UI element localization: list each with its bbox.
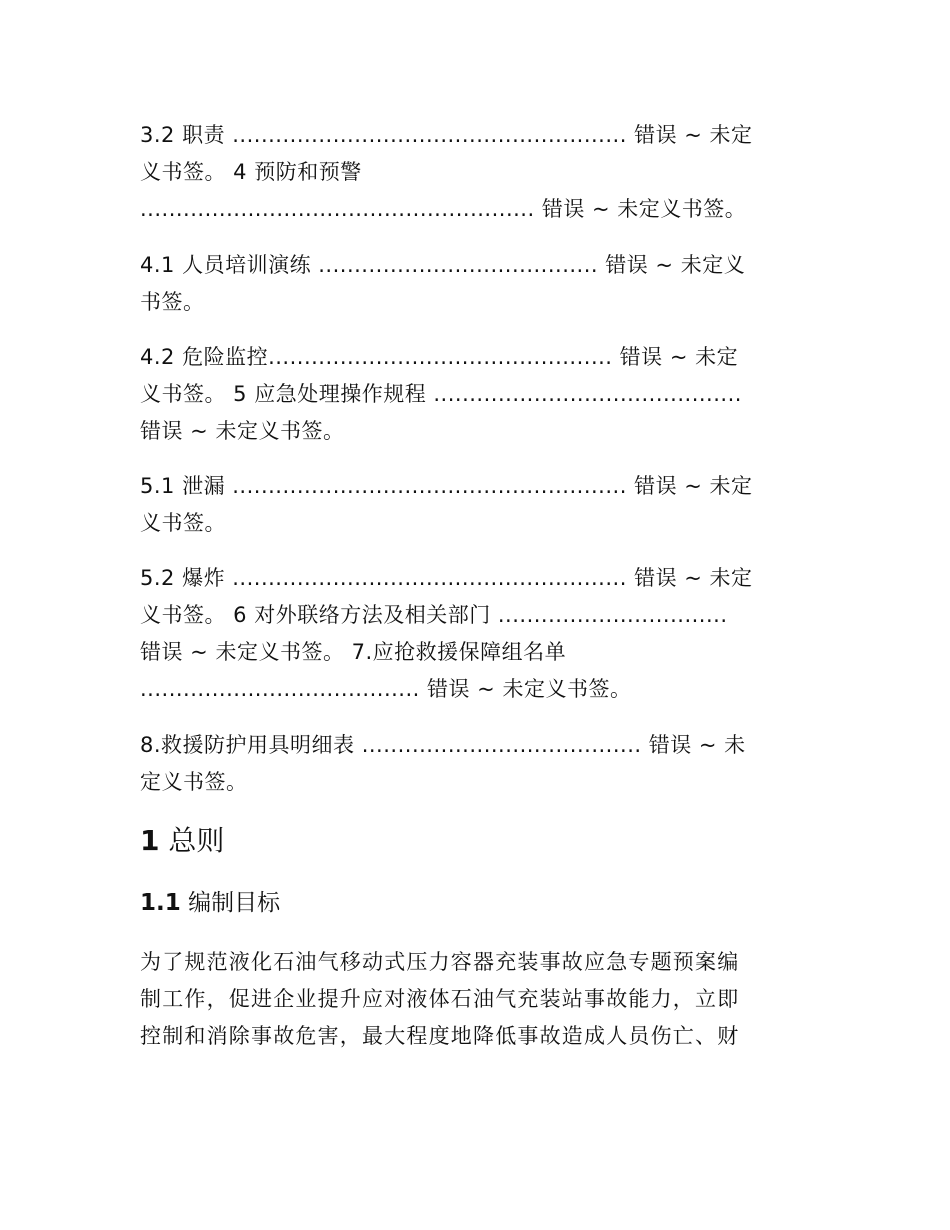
toc-line: 5.2 爆炸 ....................................................... 错误 ~ 未定: [140, 566, 753, 590]
section-title: 总则: [168, 824, 225, 857]
subsection-title: 编制目标: [188, 890, 281, 916]
toc-line: ....................................... 错误 ~ 未定义书签。: [140, 677, 632, 701]
body-text-line: 为了规范液化石油气移动式压力容器充装事故应急专题预案编: [140, 950, 740, 974]
section-heading: [140, 820, 224, 862]
toc-line: 4.2 危险监控................................................ 错误 ~ 未定: [140, 345, 739, 369]
toc-line: 5.1 泄漏 ....................................................... 错误 ~ 未定: [140, 474, 753, 498]
toc-line: 3.2 职责 ....................................................... 错误 ~ 未定: [140, 123, 753, 147]
toc-line: 义书签。 4 预防和预警: [140, 160, 362, 184]
toc-line: 义书签。 5 应急处理操作规程 ...........................................: [140, 382, 742, 406]
toc-line: 义书签。 6 对外联络方法及相关部门 ................................: [140, 603, 728, 627]
subsection-number: 1.1: [140, 890, 181, 916]
toc-line: 错误 ~ 未定义书签。 7.应抢救援保障组名单: [140, 640, 567, 664]
section-number: 1: [140, 824, 160, 857]
subsection-heading: [140, 884, 280, 922]
toc-line: 4.1 人员培训演练 ....................................... 错误 ~ 未定义: [140, 253, 746, 277]
toc-line: 义书签。: [140, 511, 226, 535]
body-text-line: 制工作，促进企业提升应对液体石油气充装站事故能力，立即: [140, 987, 740, 1011]
toc-line: 错误 ~ 未定义书签。: [140, 419, 345, 443]
body-text-line: 控制和消除事故危害，最大程度地降低事故造成人员伤亡、财: [140, 1024, 740, 1048]
toc-line: 定义书签。: [140, 770, 248, 794]
toc-line: 8.救援防护用具明细表 ....................................... 错误 ~ 未: [140, 733, 746, 757]
toc-line: ....................................................... 错误 ~ 未定义书签。: [140, 197, 747, 221]
toc-line: 书签。: [140, 290, 205, 314]
